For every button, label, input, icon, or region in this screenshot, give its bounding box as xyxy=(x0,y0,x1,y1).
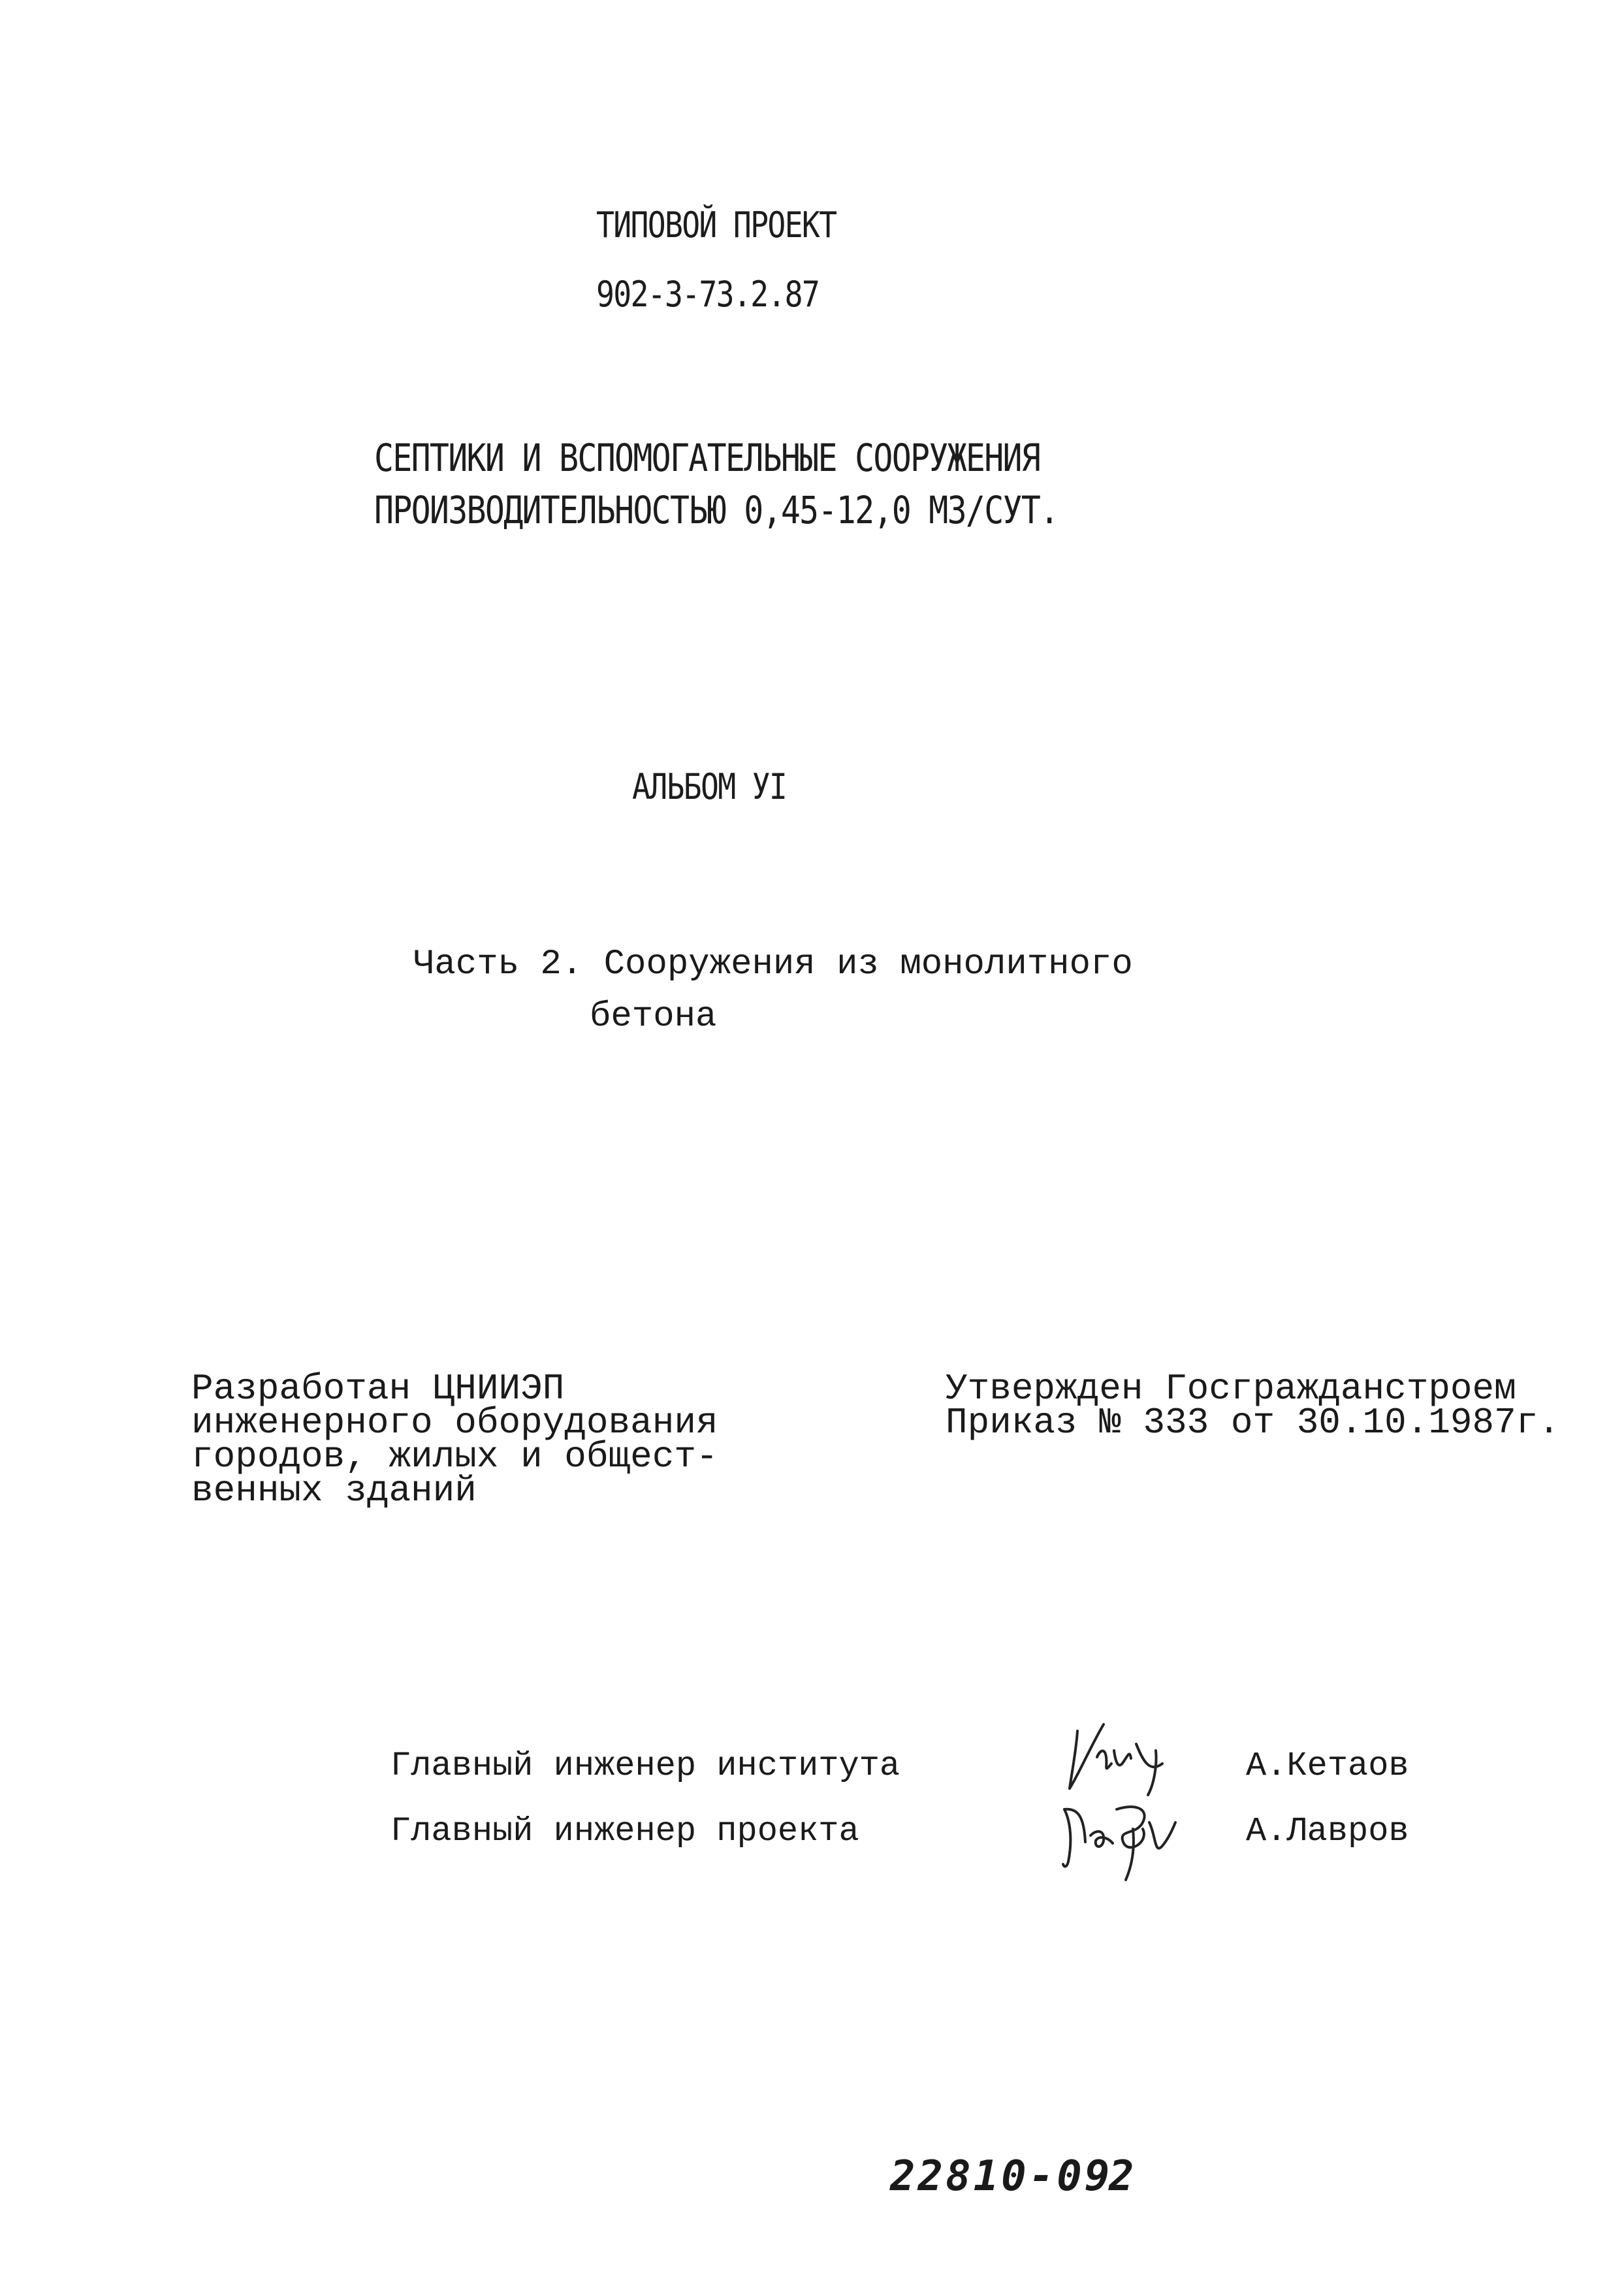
developer-block xyxy=(191,1368,718,1511)
project-number: 902-3-73.2.87 xyxy=(596,274,820,315)
signature-name-chief-engineer-project: А.Лавров xyxy=(1246,1812,1409,1850)
signature-role-chief-engineer-institute: Главный инженер института xyxy=(390,1747,900,1785)
document-title-line-2: ПРОИЗВОДИТЕЛЬНОСТЬЮ 0,45-12,0 М3/СУТ. xyxy=(374,488,1059,532)
developer-line: инженерного оборудования xyxy=(191,1402,718,1444)
approval-line: Утвержден Госгражданстроем xyxy=(946,1368,1516,1410)
part-title-line-1: Часть 2. Сооружения из монолитного xyxy=(413,945,1133,984)
handwritten-signature-2 xyxy=(1045,1783,1215,1881)
developer-line: венных зданий xyxy=(191,1470,477,1511)
signature-name-chief-engineer-institute: А.Кетаов xyxy=(1246,1747,1409,1785)
developer-line: городов, жилых и общест- xyxy=(191,1436,718,1478)
signature-role-chief-engineer-project: Главный инженер проекта xyxy=(390,1812,859,1850)
archive-stamp-number: 22810-09 xyxy=(890,2152,1113,2201)
document-title-line-1: СЕПТИКИ И ВСПОМОГАТЕЛЬНЫЕ СООРУЖЕНИЯ xyxy=(374,436,1040,480)
project-type-heading: ТИПОВОЙ ПРОЕКТ xyxy=(596,204,836,246)
page-number: 2 xyxy=(1109,2152,1137,2201)
approval-block xyxy=(946,1368,1560,1444)
album-label: АЛЬБОМ УI xyxy=(632,766,787,807)
developer-line: Разработан ЦНИИЭП xyxy=(191,1368,565,1410)
approval-line: Приказ № 333 от 30.10.1987г. xyxy=(946,1402,1560,1444)
part-title-line-2: бетона xyxy=(590,997,717,1037)
